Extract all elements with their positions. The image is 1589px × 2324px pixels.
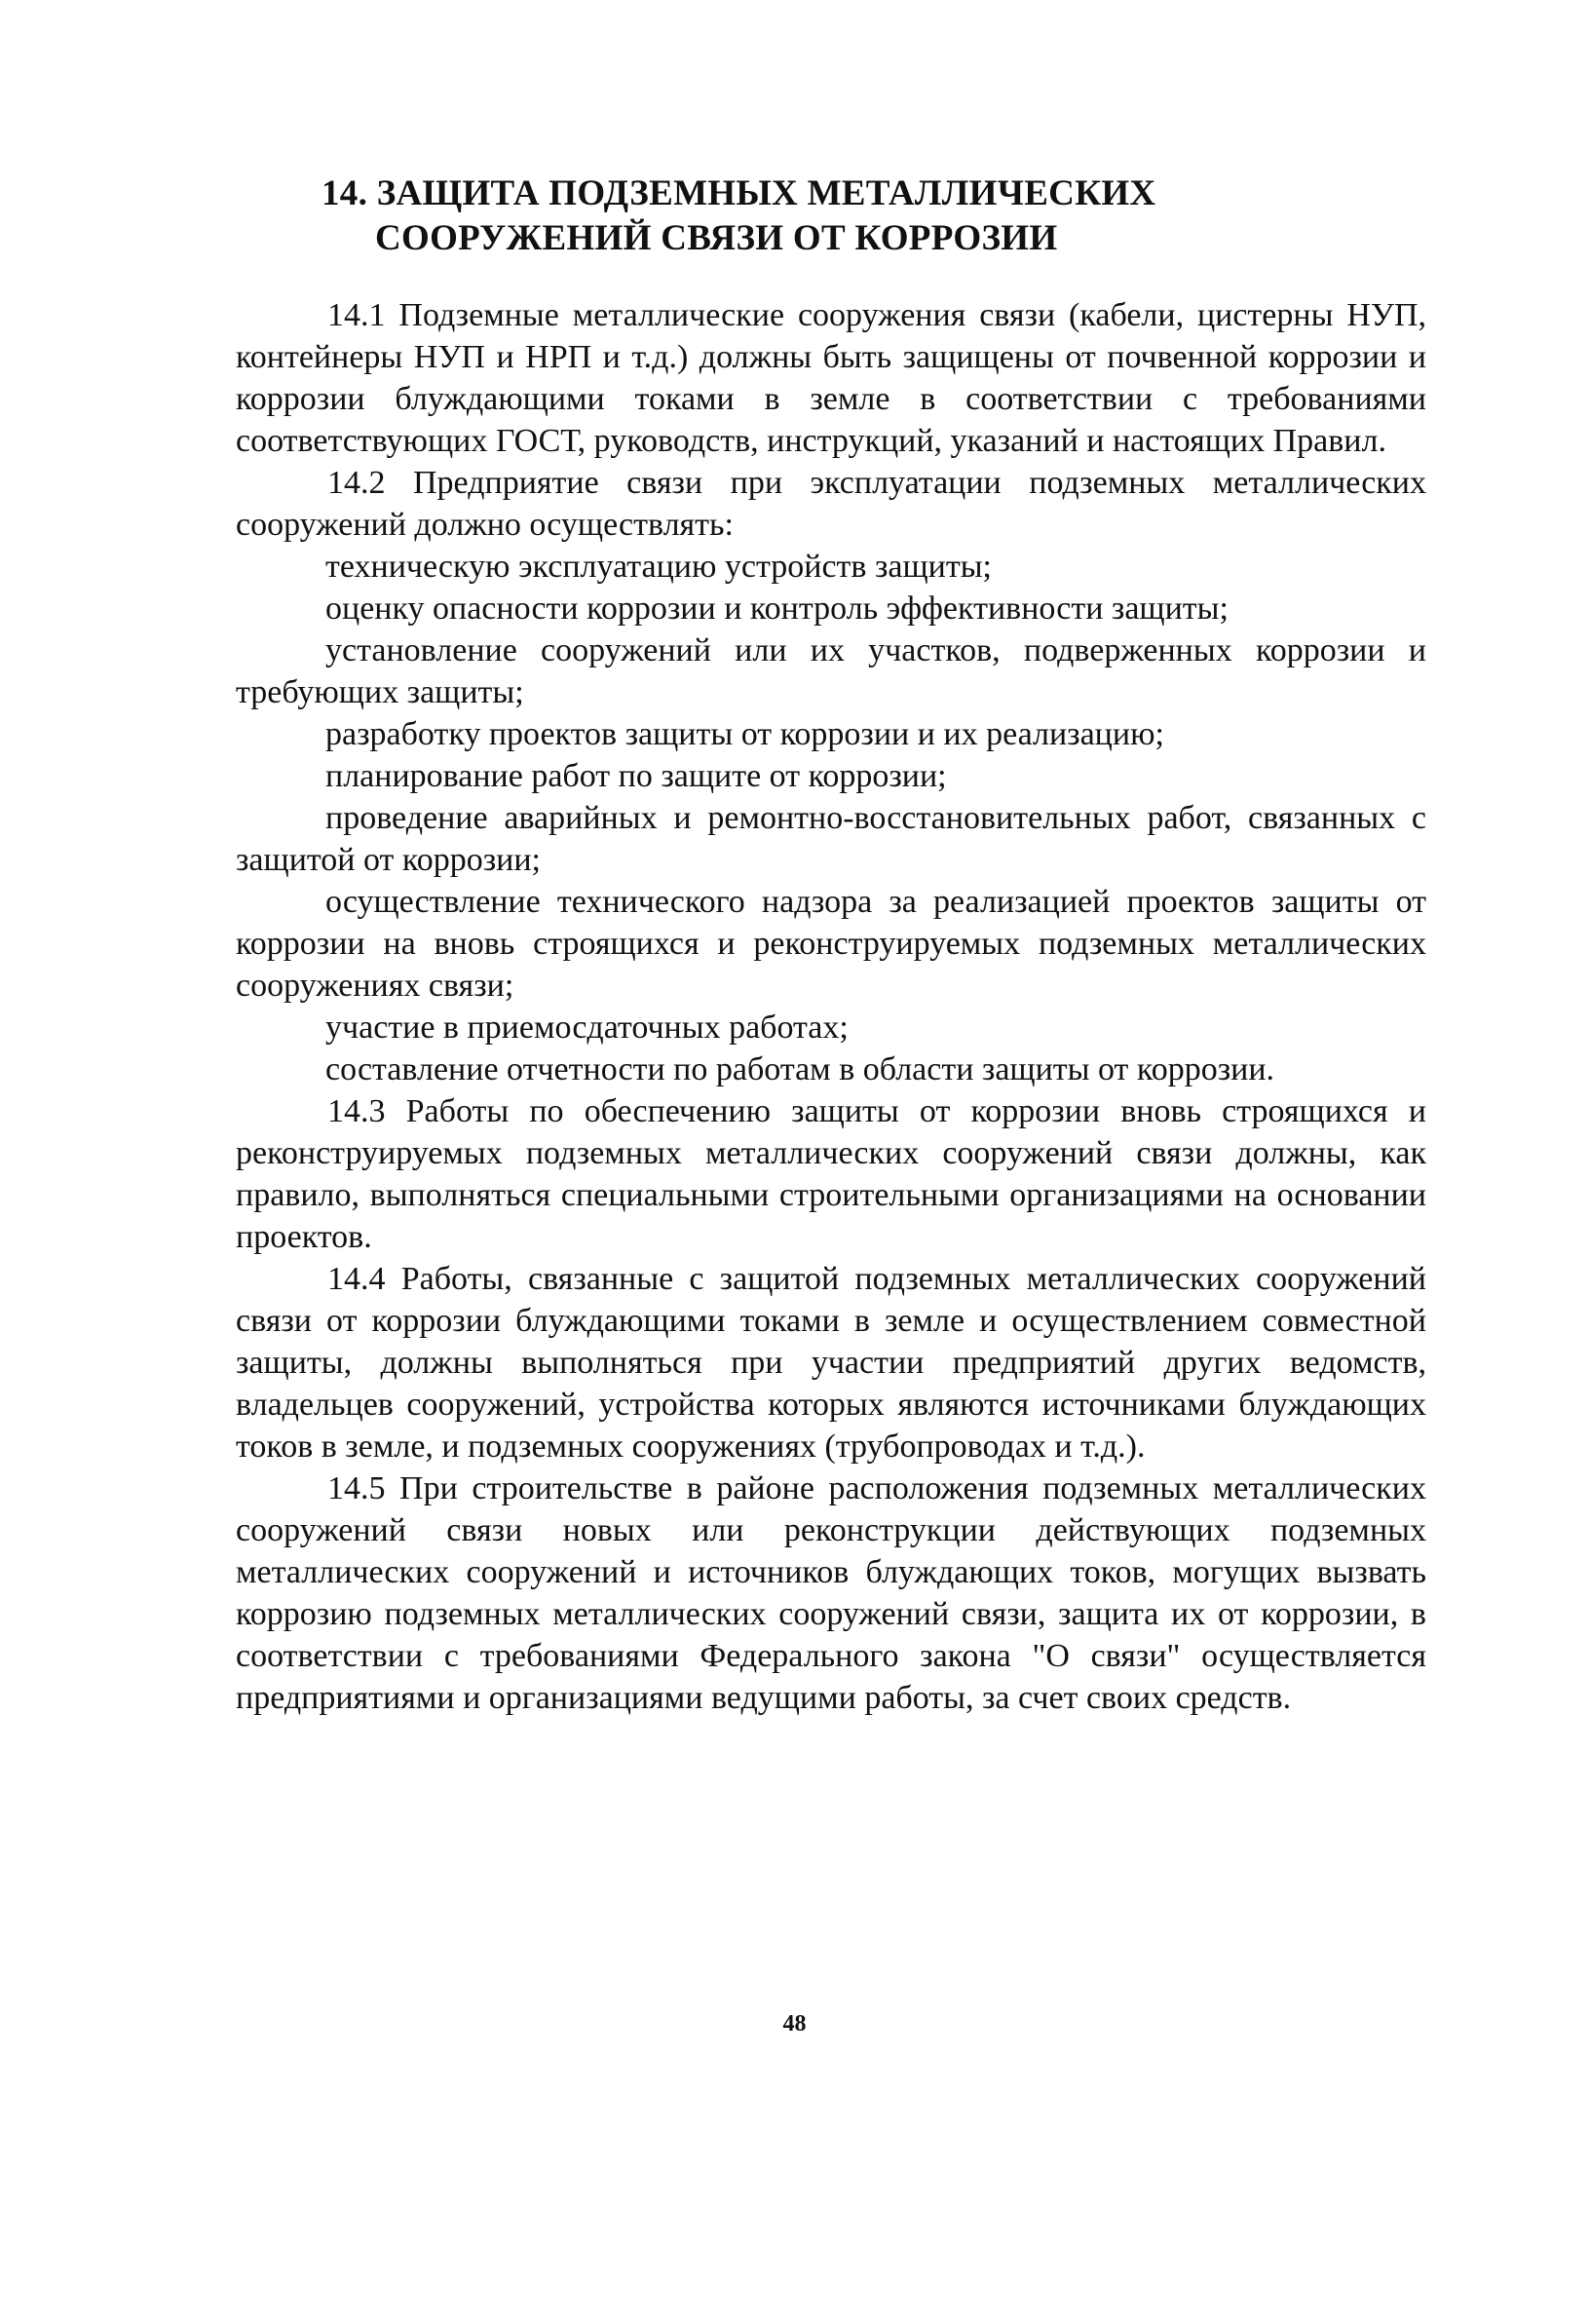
paragraph-14-4: 14.4 Работы, связанные с защитой подземных металлических сооружений связи от коррозии блуждающими токами в земле и осуществлением совместной защиты, должны выполняться при участии предприятий других ведомств, владельцев сооружений, устройства которых являются источниками блуждающих токов в земле, и подземных сооружениях (трубопроводах и т.д.). <box>236 1261 1426 1465</box>
list-item-technical-operation: техническую эксплуатацию устройств защиты; <box>325 549 993 585</box>
list-item-risk-assessment: оценку опасности коррозии и контроль эффективности защиты; <box>325 591 1229 627</box>
list-item-acceptance-works: участие в приемосдаточных работах; <box>325 1010 849 1046</box>
paragraph-14-1: 14.1 Подземные металлические сооружения связи (кабели, цистерны НУП, контейнеры НУП и НРП и т.д.) должны быть защищены от почвенной коррозии и коррозии блуждающими токами в земле в соответствии с требованиями соответствующих ГОСТ, руководств, инструкций, указаний и настоящих Правил. <box>236 297 1426 459</box>
page-number: 48 <box>782 2011 807 2037</box>
list-item-reporting: составление отчетности по работам в области защиты от коррозии. <box>325 1051 1275 1087</box>
paragraph-14-5: 14.5 При строительстве в районе расположения подземных металлических сооружений связи новых или реконструкции действующих подземных металлических сооружений и источников блуждающих токов, могущих вызвать коррозию подземных металлических сооружений связи, защита их от коррозии, в соответствии с требованиями Федерального закона "О связи" осуществляется предприятиями и организациями ведущими работы, за счет своих средств. <box>236 1470 1426 1716</box>
section-heading-line-2: СООРУЖЕНИЙ СВЯЗИ ОТ КОРРОЗИИ <box>375 218 1058 258</box>
section-heading <box>322 171 1296 261</box>
list-item-project-development: разработку проектов защиты от коррозии и их реализацию; <box>325 716 1164 752</box>
list-item-emergency-works: проведение аварийных и ремонтно-восстановительных работ, связанных с защитой от коррозии; <box>236 800 1426 878</box>
list-item-technical-supervision: осуществление технического надзора за реализацией проектов защиты от коррозии на вновь строящихся и реконструируемых подземных металлических сооружениях связи; <box>236 884 1426 1004</box>
section-body <box>236 294 1426 1719</box>
section-heading-line-1: 14. ЗАЩИТА ПОДЗЕМНЫХ МЕТАЛЛИЧЕСКИХ <box>322 173 1156 213</box>
list-item-work-planning: планирование работ по защите от коррозии; <box>325 758 947 794</box>
list-item-identify-structures: установление сооружений или их участков, подверженных коррозии и требующих защиты; <box>236 632 1426 710</box>
paragraph-14-2: 14.2 Предприятие связи при эксплуатации подземных металлических сооружений должно осуществлять: <box>236 465 1426 543</box>
paragraph-14-3: 14.3 Работы по обеспечению защиты от коррозии вновь строящихся и реконструируемых подземных металлических сооружений связи должны, как правило, выполняться специальными строительными организациями на основании проектов. <box>236 1093 1426 1255</box>
